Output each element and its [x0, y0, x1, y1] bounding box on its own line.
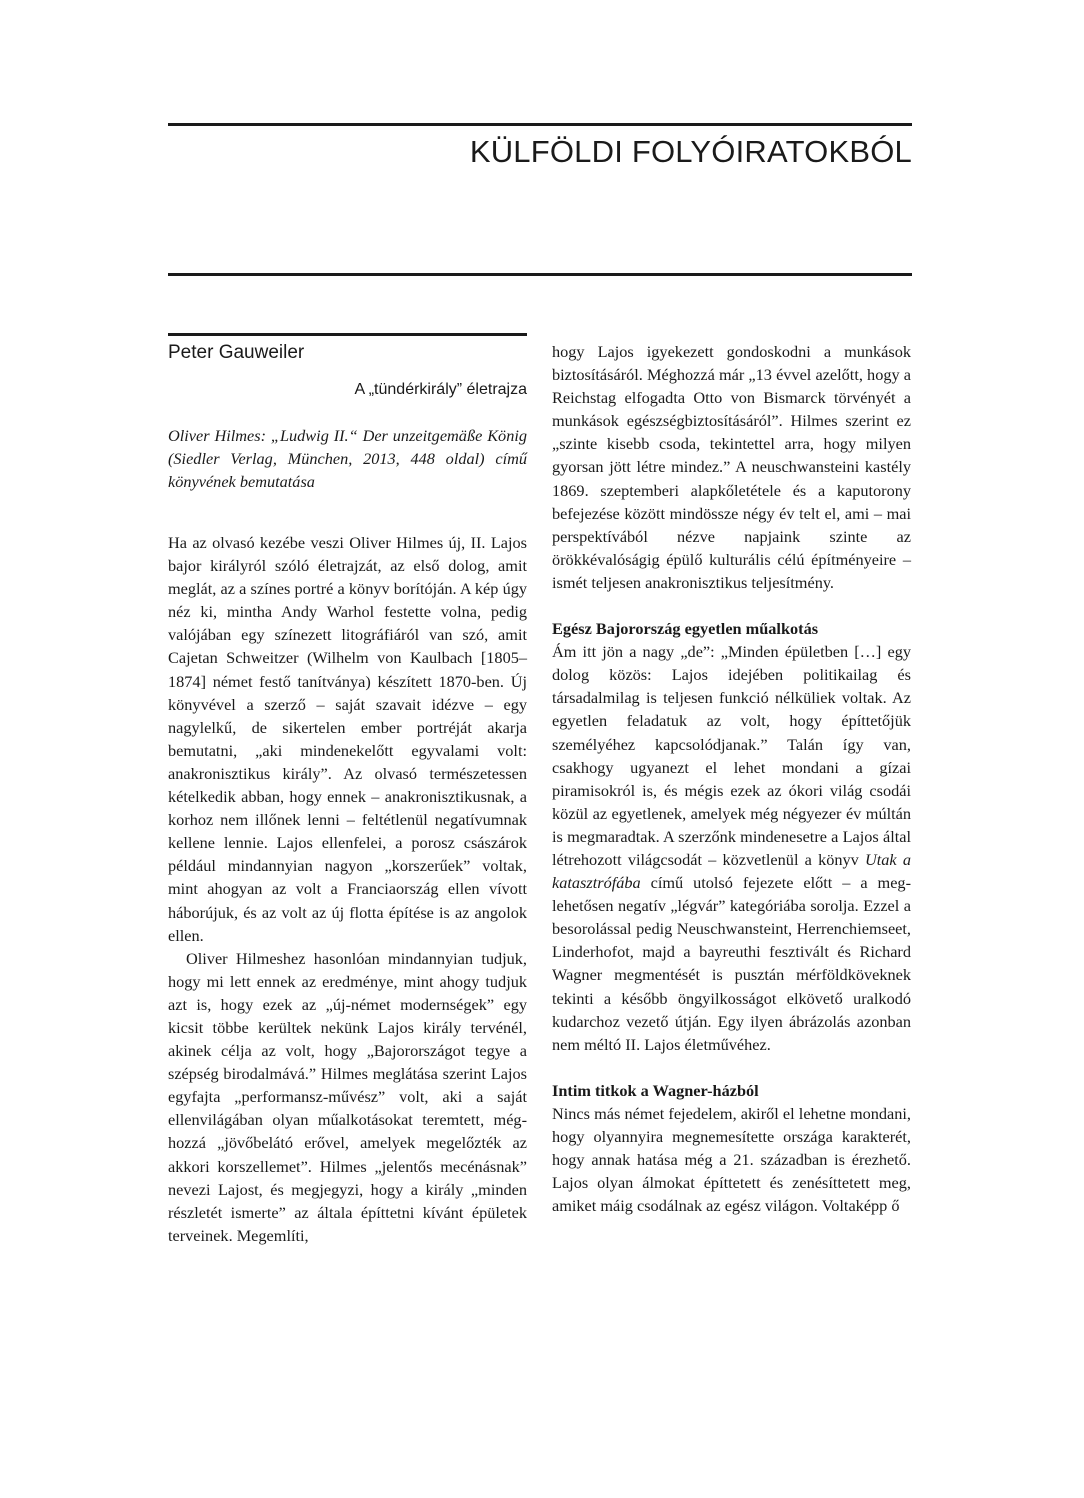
article-author: Peter Gauweiler: [168, 342, 305, 363]
section-title: KÜLFÖLDI FOLYÓIRATOKBÓL: [469, 134, 912, 169]
right-column: [552, 340, 911, 1217]
paragraph-4-text-a: Ám itt jön a nagy „de”: „Minden épületben […] egy dolog közös: Lajos idejében politikailag és társadalmilag is teljesen funkció nélküliek voltak. Az egyetlen feladatuk az volt, hogy építtetőjük személyéhez kapcsolódjanak.” Talán így van, csakhogy ugyanezt el lehet mondani a gízai piramisokról is, és mégis ezek az ókori világ csodái közül az egyetlenek, amelyek még négyezer év múltán is megmaradtak. A szerzőnk mindenesetre a Lajos által létrehozott világcsodát – közvetlenül a könyv: [552, 642, 911, 869]
top-rule: [168, 123, 912, 126]
article-lead: Oliver Hilmes: „Ludwig II.“ Der unzeitgemäße König (Siedler Verlag, München, 2013, 448 oldal) című könyvének bemutatása: [168, 426, 527, 491]
spacer: [168, 493, 527, 531]
spacer: [552, 594, 911, 617]
paragraph-2: Oliver Hilmeshez hasonlóan mindannyian tudjuk, hogy mi lett ennek az eredménye, mint ahogy tudjuk azt is, hogy ezek az „új-német modernségek” egy kicsit többe kerültek nekünk Lajos király tervénél, akinek célja az volt, hogy „Bajorországot tegye a szépség birodalmává.” Hilmes meglátása szerint Lajos egyfajta „performansz-művész” volt, aki a saját ellenvilágában olyan műalkotásokat teremtett, méghozzá „jövőbelátó erővel, amelyek megelőzték az akkori korszellemet”. Hilmes „jelentős mecénásnak” nevezi Lajost, és megjegyzi, hogy a király „minden részletét ismerte” az általa építtetni kívánt épületek terveinek. Megemlíti,: [168, 948, 527, 1245]
paragraph-5: Nincs más német fejedelem, akiről el lehetne mondani, hogy olyannyira megnemesítette országa karakterét, hogy annak hatása még a 21. században is érezhető. Lajos olyan álmokat építtetett és zenésíttetett meg, amiket máig csodálnak az egész világon. Voltaképp ő: [552, 1103, 911, 1216]
left-column: [168, 340, 527, 1247]
paragraph-3: hogy Lajos igyekezett gondoskodni a munkások biztosításáról. Méghozzá már „13 évvel azelőtt, hogy a Reichstag elfogadta Otto von Bismarck törvényét a munkások egészségbiztosításáról”. Hilmes szerint ez „szinte kisebb csoda, tekintettel arra, hogy milyen gyorsan jött létre mindez.” A neuschwansteini kastély 1869. szeptemberi alapkőletétele és a kaputorony befejezése között mindössze négy év telt el, ami – mai perspektívából nézve napjaink szinte az örökkévalóságig épülő kulturális célú építményeire – ismét teljesen anakronisztikus teljesítmény.: [552, 342, 911, 592]
author-rule: [168, 333, 527, 336]
spacer: [552, 1056, 911, 1079]
chapter-title-ref: Utak a katasztrófába: [552, 849, 911, 893]
subheading-2: Intim titkok a Wagner-házból: [552, 1080, 759, 1100]
article-title: A „tündérkirály” életrajza: [354, 381, 527, 398]
paragraph-1: Ha az olvasó kezébe veszi Oliver Hilmes új, II. Lajos bajor királyról szóló életrajzát, az első dolog, amit meglát, az a színes portré a könyv borítóján. A kép úgy néz ki, mintha Andy Warhol festette volna, pedig valójában egy színezett litográfiáról van szó, amit Cajetan Schweitzer (Wilhelm von Kaulbach [1805–1874] német festő tanítványa) készített 1870-ben. Új könyvével a szerző – saját szavait idézve – egy nagylelkű, de sikertelen ember portréját akarja bemutatni, „aki mindenekelőtt egyvalami volt: anakronisztikus király”. Az olvasó természetessen kételkedik abban, hogy ennek – anakronisztikusnak, a korhoz nem illőnek lenni – feltétlenül negatívumnak kellene lennie. Lajos ellenfelei, a porosz császárok például mindannyian nagyon „korszerűek” voltak, mint ahogyan az volt a Franciaország ellen vívott háborújuk, és az volt az új flotta építése is az angolok ellen.: [168, 533, 527, 945]
paragraph-4: [552, 640, 911, 1056]
header-bottom-rule: [168, 273, 912, 276]
paragraph-4-text-b: című utolsó fejezete előtt – a meglehetősen negatív „légvár” kategóriába sorolja. Ezzel a besorolással pedig Neuschwansteint, Herrenchiemseet, Linderhofot, majd a bayreuthi fesztivált és Richard Wagner megmentését is pusztán mérföldköveknek tekinti a később öngyilkosságot elkövető uralkodó kudarchoz vezető útján. Egy ilyen ábrázolás azonban nem méltó II. Lajos életművéhez.: [552, 873, 911, 1054]
subheading-1: Egész Bajorország egyetlen műalkotás: [552, 619, 819, 639]
